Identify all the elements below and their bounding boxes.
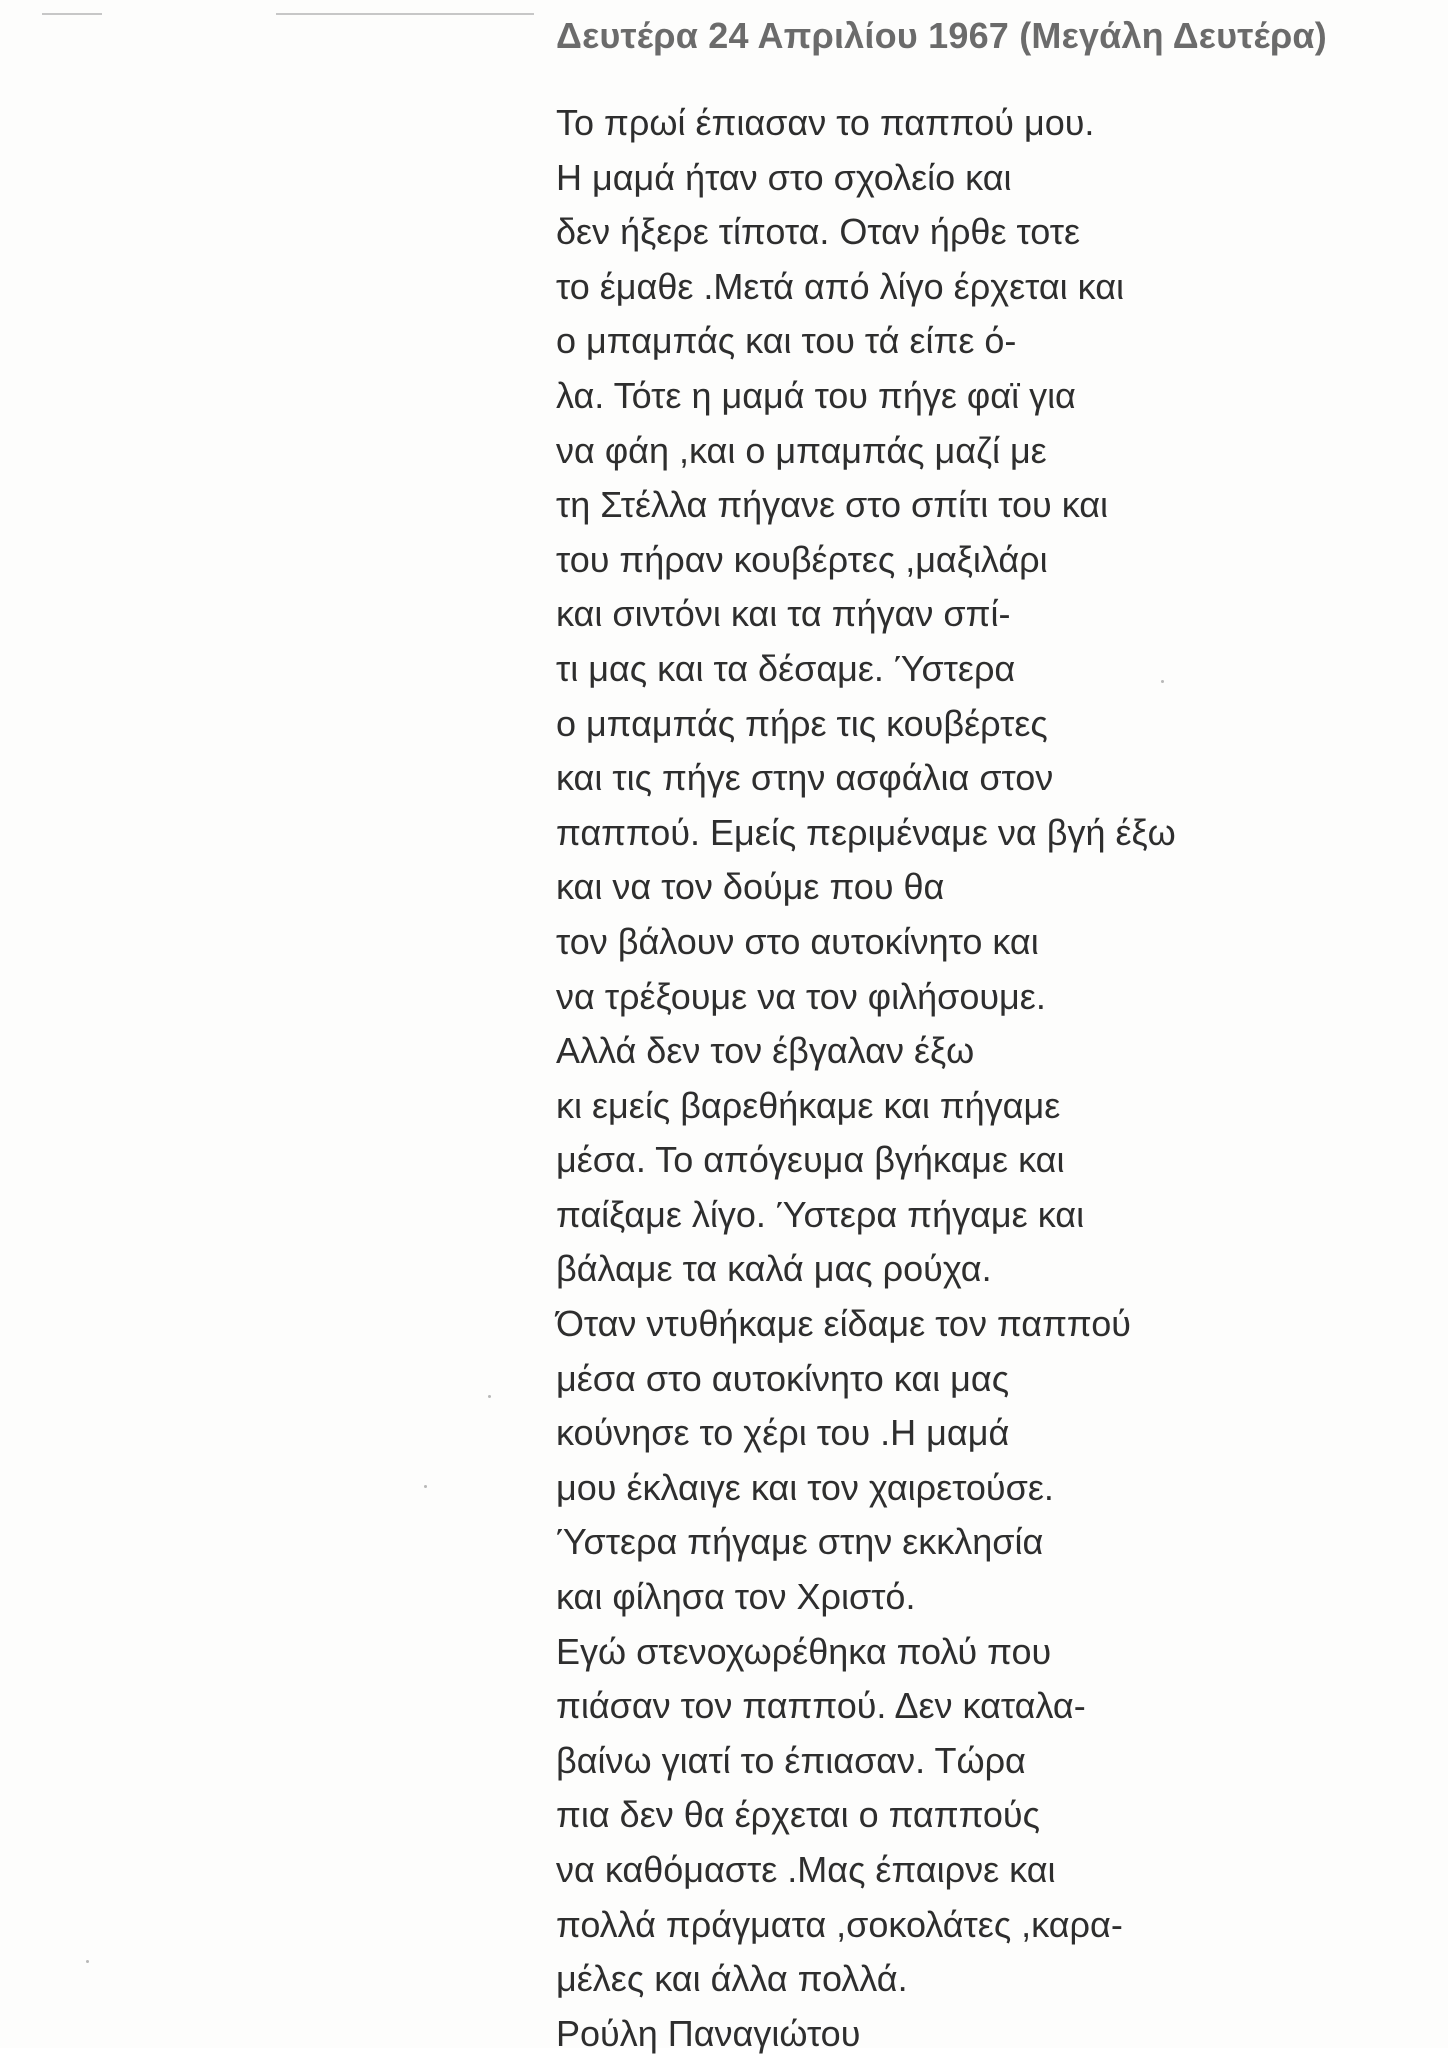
text-line: δεν ήξερε τίποτα. Οταν ήρθε τοτε [556, 211, 1080, 253]
text-line: πολλά πράγματα ,σοκολάτες ,καρα- [556, 1903, 1123, 1945]
diary-entry-body [556, 96, 1406, 2061]
scan-speck [424, 1485, 427, 1488]
text-line: λα. Τότε η μαμά του πήγε φαϊ για [556, 374, 1076, 416]
text-line: να φάη ,και ο μπαμπάς μαζί με [556, 429, 1047, 471]
text-line: μέλες και άλλα πολλά. [556, 1958, 908, 2000]
text-line: πιάσαν τον παππού. Δεν καταλα- [556, 1685, 1086, 1727]
text-line: κι εμείς βαρεθήκαμε και πήγαμε [556, 1084, 1061, 1126]
text-line: και τις πήγε στην ασφάλια στον [556, 757, 1054, 799]
scan-edge-line [276, 13, 534, 15]
author-signature-line: Ρούλη Παναγιώτου [556, 2012, 861, 2054]
text-line: Η μαμά ήταν στο σχολείο και [556, 156, 1012, 198]
text-line: του πήραν κουβέρτες ,μαξιλάρι [556, 538, 1048, 580]
text-line: το έμαθε .Μετά από λίγο έρχεται και [556, 265, 1125, 307]
text-line: κούνησε το χέρι του .Η μαμά [556, 1412, 1010, 1454]
text-line: τι μας και τα δέσαμε. Ύστερα [556, 647, 1016, 689]
text-line: ο μπαμπάς και του τά είπε ό- [556, 320, 1017, 362]
text-line: μου έκλαιγε και τον χαιρετούσε. [556, 1466, 1054, 1508]
text-line: Ύστερα πήγαμε στην εκκλησία [556, 1521, 1044, 1563]
diary-entry-title: Δευτέρα 24 Απριλίου 1967 (Μεγάλη Δευτέρα) [556, 15, 1327, 56]
text-line: να καθόμαστε .Μας έπαιρνε και [556, 1849, 1056, 1890]
text-line: βαίνω γιατί το έπιασαν. Τώρα [556, 1739, 1026, 1781]
scan-edge-line [42, 13, 102, 15]
text-line: ο μπαμπάς πήρε τις κουβέρτες [556, 702, 1048, 744]
text-line: τη Στέλλα πήγανε στο σπίτι του και [556, 484, 1109, 526]
text-line: να τρέξουμε να τον φιλήσουμε. [556, 975, 1046, 1017]
text-line: Όταν ντυθήκαμε είδαμε τον παππού [556, 1303, 1131, 1345]
text-line: Το πρωί έπιασαν το παππού μου. [556, 102, 1095, 143]
text-line: Εγώ στενοχωρέθηκα πολύ που [556, 1630, 1052, 1672]
scan-speck [86, 1960, 89, 1963]
text-line: μέσα. Το απόγευμα βγήκαμε και [556, 1139, 1065, 1181]
text-line: μέσα στο αυτοκίνητο και μας [556, 1357, 1010, 1399]
text-line: πια δεν θα έρχεται ο παππούς [556, 1794, 1040, 1836]
text-line: τον βάλουν στο αυτοκίνητο και [556, 920, 1039, 962]
text-line: Αλλά δεν τον έβγαλαν έξω [556, 1030, 975, 1072]
text-line: παππού. Εμείς περιμέναμε να βγή έξω [556, 811, 1176, 853]
text-line: και φίλησα τον Χριστό. [556, 1576, 916, 1618]
text-line: παίξαμε λίγο. Ύστερα πήγαμε και [556, 1193, 1085, 1235]
text-line: βάλαμε τα καλά μας ρούχα. [556, 1248, 992, 1290]
scan-speck [488, 1395, 491, 1398]
text-line: και να τον δούμε που θα [556, 866, 945, 908]
text-line: και σιντόνι και τα πήγαν σπί- [556, 593, 1011, 635]
